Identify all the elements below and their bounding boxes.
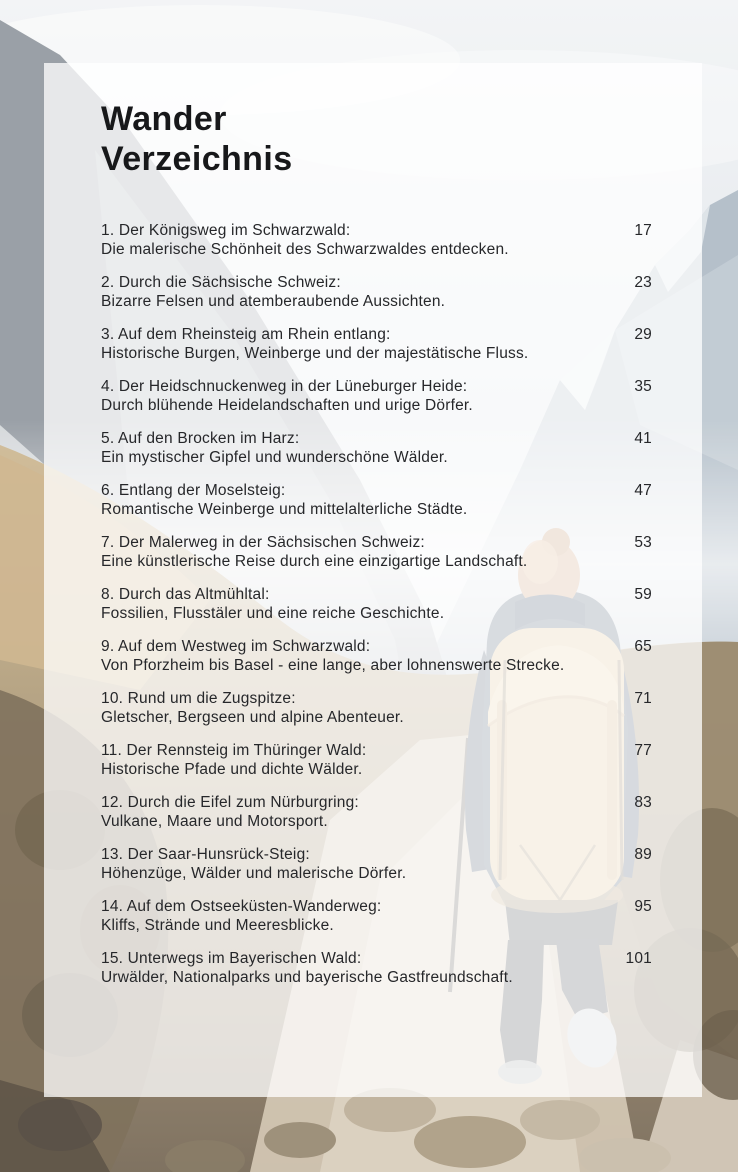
toc-entry: [101, 222, 652, 259]
toc-entry-text: [101, 534, 606, 571]
toc-entry-subtitle: Historische Burgen, Weinberge und der majestätische Fluss.: [101, 344, 529, 362]
toc-entry: [101, 950, 652, 987]
toc-entry-title: 3. Auf dem Rheinsteig am Rhein entlang:: [101, 326, 391, 343]
toc-entry-subtitle: Von Pforzheim bis Basel - eine lange, aber lohnenswerte Strecke.: [101, 656, 565, 674]
toc-entry: [101, 794, 652, 831]
toc-entry-title: 10. Rund um die Zugspitze:: [101, 690, 296, 707]
toc-entry-text: [101, 638, 606, 675]
page-number: 83: [634, 794, 652, 811]
toc-entry-subtitle: Eine künstlerische Reise durch eine einzigartige Landschaft.: [101, 552, 528, 570]
toc-entry-subtitle: Urwälder, Nationalparks und bayerische Gastfreundschaft.: [101, 968, 513, 986]
toc-entry: [101, 534, 652, 571]
toc-entry-title: 7. Der Malerweg in der Sächsischen Schweiz:: [101, 534, 425, 551]
toc-entry-text: [101, 378, 606, 415]
page-number: 71: [634, 690, 652, 707]
page-number: 47: [634, 482, 652, 499]
page-number: 29: [634, 326, 652, 343]
toc-entry-subtitle: Ein mystischer Gipfel und wunderschöne Wälder.: [101, 448, 448, 466]
toc-entry-subtitle: Die malerische Schönheit des Schwarzwaldes entdecken.: [101, 240, 509, 258]
page-number: 59: [634, 586, 652, 603]
page-number: 65: [634, 638, 652, 655]
toc-entry: [101, 482, 652, 519]
toc-entry-text: [101, 898, 606, 935]
page-number: 17: [634, 222, 652, 239]
page-number: 77: [634, 742, 652, 759]
toc-entry-text: [101, 430, 606, 467]
toc-entry-text: [101, 274, 606, 311]
toc-entry: [101, 378, 652, 415]
page-title: [101, 99, 652, 179]
toc-entry-title: 8. Durch das Altmühltal:: [101, 586, 270, 603]
toc-entry-title: 12. Durch die Eifel zum Nürburgring:: [101, 794, 359, 811]
toc-entry: [101, 586, 652, 623]
toc-entry-text: [101, 846, 606, 883]
toc-entry-subtitle: Historische Pfade und dichte Wälder.: [101, 760, 363, 778]
toc-entry: [101, 274, 652, 311]
toc-card: [44, 63, 702, 1097]
toc-entry-subtitle: Bizarre Felsen und atemberaubende Aussichten.: [101, 292, 446, 310]
toc-entry-title: 6. Entlang der Moselsteig:: [101, 482, 286, 499]
toc-entry-text: [101, 586, 606, 623]
page-title-line1: Wander: [101, 100, 227, 138]
page-number: 95: [634, 898, 652, 915]
toc-entry-text: [101, 222, 606, 259]
toc-entry-title: 4. Der Heidschnuckenweg in der Lüneburger Heide:: [101, 378, 468, 395]
toc-entry: [101, 690, 652, 727]
toc-entry-subtitle: Vulkane, Maare und Motorsport.: [101, 812, 328, 830]
toc-entry: [101, 898, 652, 935]
toc-entry-subtitle: Romantische Weinberge und mittelalterliche Städte.: [101, 500, 468, 518]
toc-entry: [101, 638, 652, 675]
toc-entry-title: 5. Auf den Brocken im Harz:: [101, 430, 300, 447]
toc-entry-title: 9. Auf dem Westweg im Schwarzwald:: [101, 638, 371, 655]
toc-entry-subtitle: Höhenzüge, Wälder und malerische Dörfer.: [101, 864, 407, 882]
toc-entry-text: [101, 950, 606, 987]
page-title-line2: Verzeichnis: [101, 140, 293, 178]
page-number: 35: [634, 378, 652, 395]
toc-entry-title: 13. Der Saar-Hunsrück-Steig:: [101, 846, 310, 863]
toc-entry: [101, 742, 652, 779]
toc-entry-title: 14. Auf dem Ostseeküsten-Wanderweg:: [101, 898, 382, 915]
toc-entry: [101, 326, 652, 363]
page-number: 53: [634, 534, 652, 551]
toc-entry-subtitle: Durch blühende Heidelandschaften und urige Dörfer.: [101, 396, 473, 414]
toc-entry-text: [101, 482, 606, 519]
toc-entry-text: [101, 742, 606, 779]
page-number: 41: [634, 430, 652, 447]
toc-entry-title: 1. Der Königsweg im Schwarzwald:: [101, 222, 351, 239]
toc-entry-subtitle: Gletscher, Bergseen und alpine Abenteuer.: [101, 708, 404, 726]
toc-entry-text: [101, 794, 606, 831]
toc-list: [101, 222, 652, 987]
toc-entry-text: [101, 690, 606, 727]
page-number: 101: [625, 950, 652, 967]
toc-entry: [101, 430, 652, 467]
toc-entry-title: 15. Unterwegs im Bayerischen Wald:: [101, 950, 362, 967]
toc-entry: [101, 846, 652, 883]
toc-entry-title: 2. Durch die Sächsische Schweiz:: [101, 274, 341, 291]
toc-entry-title: 11. Der Rennsteig im Thüringer Wald:: [101, 742, 367, 759]
page-number: 23: [634, 274, 652, 291]
page-number: 89: [634, 846, 652, 863]
toc-entry-subtitle: Fossilien, Flusstäler und eine reiche Geschichte.: [101, 604, 445, 622]
toc-entry-text: [101, 326, 606, 363]
toc-entry-subtitle: Kliffs, Strände und Meeresblicke.: [101, 916, 334, 934]
